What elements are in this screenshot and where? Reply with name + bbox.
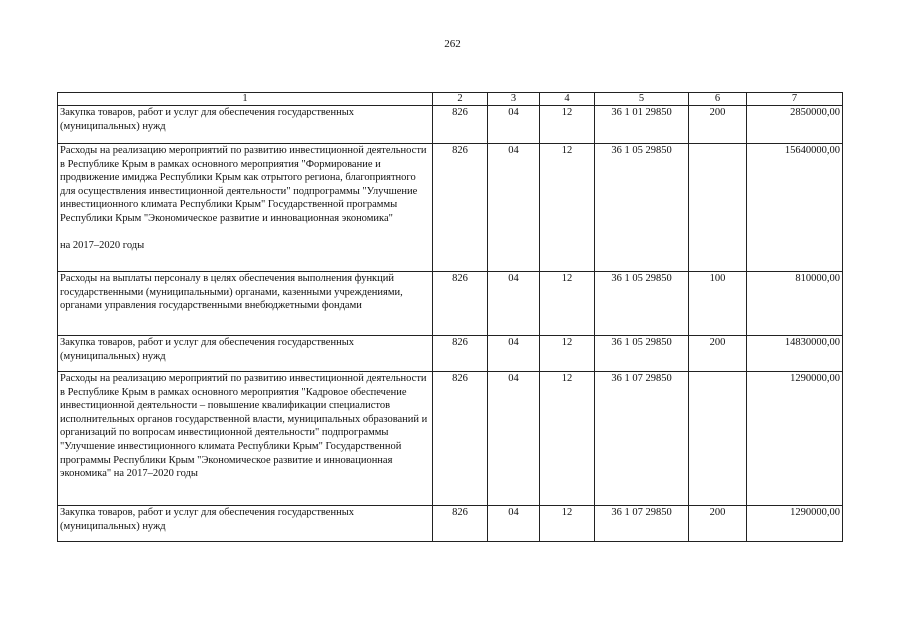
row-col4: 12 (540, 372, 595, 506)
budget-table (57, 92, 843, 542)
row-col2: 826 (433, 144, 488, 272)
table-row (58, 506, 843, 542)
row-col2: 826 (433, 372, 488, 506)
row-col5: 36 1 05 29850 (595, 272, 689, 336)
row-col4: 12 (540, 506, 595, 542)
column-header-7: 7 (747, 93, 843, 106)
row-col2: 826 (433, 506, 488, 542)
row-col2: 826 (433, 336, 488, 372)
row-col5: 36 1 01 29850 (595, 106, 689, 144)
row-col4: 12 (540, 144, 595, 272)
row-amount: 1290000,00 (747, 372, 843, 506)
row-col2: 826 (433, 272, 488, 336)
row-amount: 15640000,00 (747, 144, 843, 272)
row-col2: 826 (433, 106, 488, 144)
row-col5: 36 1 05 29850 (595, 144, 689, 272)
row-description (58, 106, 433, 144)
column-header-2: 2 (433, 93, 488, 106)
row-col5: 36 1 07 29850 (595, 372, 689, 506)
row-description (58, 336, 433, 372)
row-col3: 04 (488, 336, 540, 372)
table-row (58, 144, 843, 272)
table-header-row (58, 93, 843, 106)
row-col3: 04 (488, 506, 540, 542)
row-description (58, 272, 433, 336)
row-col3: 04 (488, 106, 540, 144)
table-row (58, 372, 843, 506)
row-col6: 200 (689, 506, 747, 542)
table-row (58, 272, 843, 336)
row-col4: 12 (540, 106, 595, 144)
description-text: Закупка товаров, работ и услуг для обеспечения государственных (муниципальных) нужд (60, 107, 355, 132)
row-col3: 04 (488, 272, 540, 336)
description-text: Закупка товаров, работ и услуг для обеспечения государственных (муниципальных) нужд (60, 337, 355, 362)
row-col4: 12 (540, 336, 595, 372)
row-amount: 810000,00 (747, 272, 843, 336)
description-text: Расходы на реализацию мероприятий по развитию инвестиционной деятельности в Республике Крым в рамках основного мероприятия "Кадровое обеспечение инвестиционной деятельности – повышение квалификации специалистов исполнительных органов государственной власти, муниципальных образований и организаций по вопросам инвестиционной деятельности" подпрограммы "Улучшение инвестиционного климата Республики Крым" Государственной программы Республики Крым "Экономическое развитие и инновационная экономика" на 2017–2020 годы (60, 373, 428, 480)
column-header-4: 4 (540, 93, 595, 106)
row-amount: 1290000,00 (747, 506, 843, 542)
row-col5: 36 1 07 29850 (595, 506, 689, 542)
row-col6: 200 (689, 106, 747, 144)
description-text: Закупка товаров, работ и услуг для обеспечения государственных (муниципальных) нужд (60, 507, 355, 532)
row-col6 (689, 372, 747, 506)
row-col3: 04 (488, 372, 540, 506)
row-description (58, 372, 433, 506)
row-col6: 100 (689, 272, 747, 336)
row-description (58, 506, 433, 542)
page-number: 262 (444, 38, 461, 50)
column-header-3: 3 (488, 93, 540, 106)
description-period: на 2017–2020 годы (60, 239, 145, 251)
column-header-5: 5 (595, 93, 689, 106)
table-row (58, 106, 843, 144)
row-amount: 2850000,00 (747, 106, 843, 144)
row-col6: 200 (689, 336, 747, 372)
description-text: Расходы на реализацию мероприятий по развитию инвестиционной деятельности в Республике Крым в рамках основного мероприятия "Формирование и продвижение имиджа Республики Крым как отрытого региона, благоприятного для осуществления инвестиционной деятельности" подпрограммы "Улучшение инвестиционного климата Республики Крым" Государственной программы Республики Крым "Экономическое развитие и инновационная экономика" (60, 145, 427, 224)
column-header-1: 1 (58, 93, 433, 106)
column-header-6: 6 (689, 93, 747, 106)
row-col5: 36 1 05 29850 (595, 336, 689, 372)
description-text: Расходы на выплаты персоналу в целях обеспечения выполнения функций государственными (муниципальными) органами, казенными учреждениями, органами управления государственными внебюджетными фондами (60, 273, 403, 312)
table-row (58, 336, 843, 372)
row-description (58, 144, 433, 272)
row-col3: 04 (488, 144, 540, 272)
row-col6 (689, 144, 747, 272)
row-amount: 14830000,00 (747, 336, 843, 372)
row-col4: 12 (540, 272, 595, 336)
